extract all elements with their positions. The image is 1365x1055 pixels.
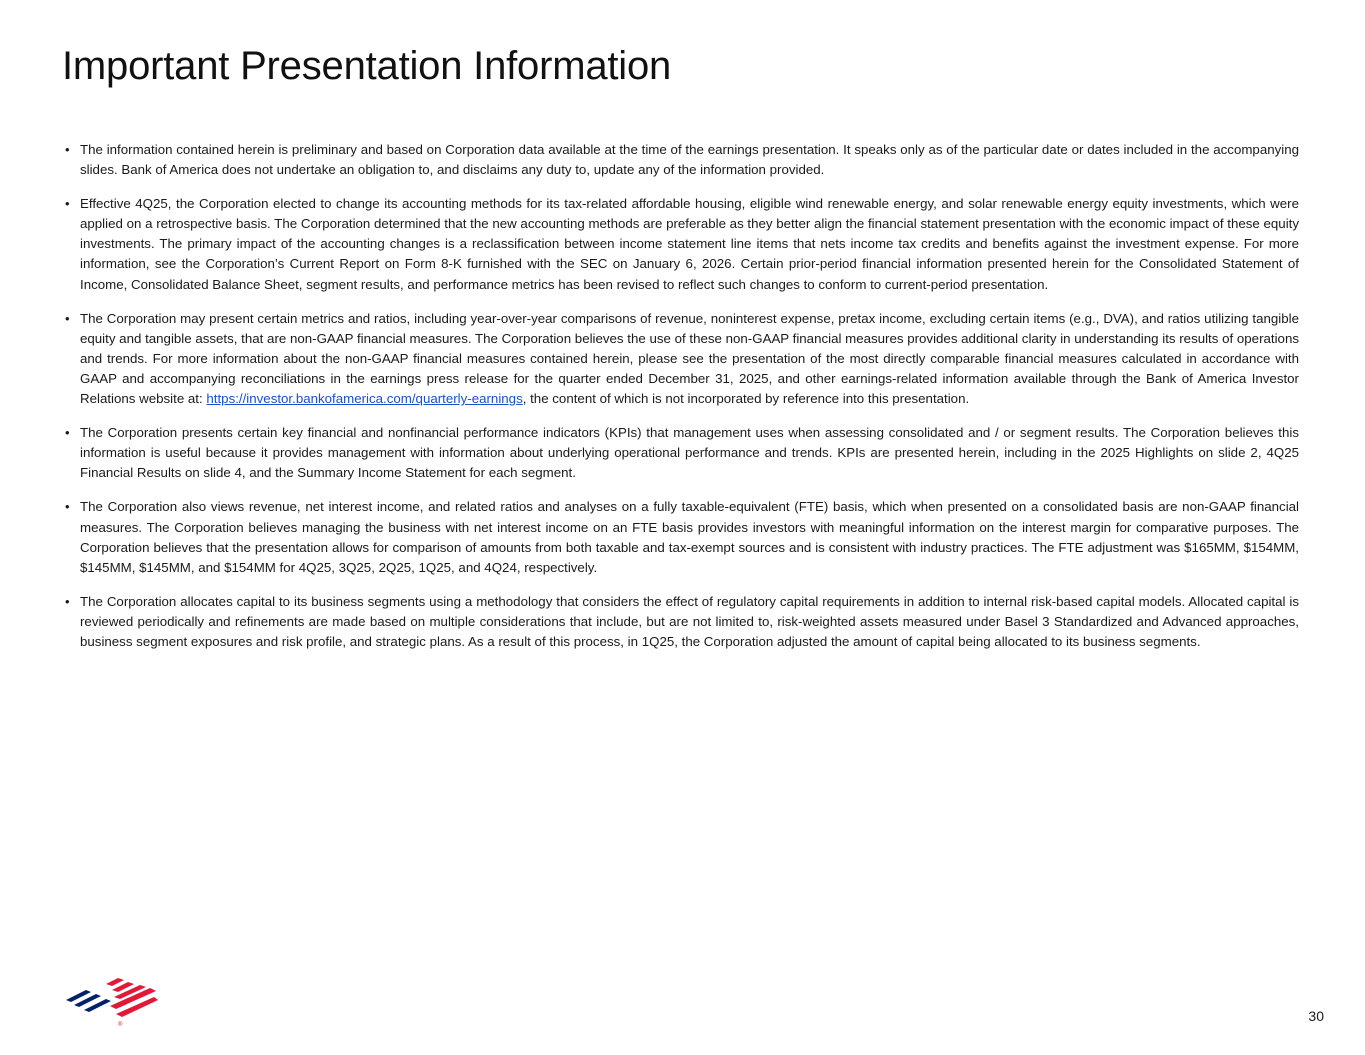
bullet-text: The Corporation also views revenue, net interest income, and related ratios and analyses on a fully taxable-equivalent (FTE) basis, which when presented on a consolidated basis are non-GAAP financial measures. The Corporation believes managing the business with net interest income on an FTE basis provides investors with meaningful information on the interest margin for comparative purposes. The Corporation believes that the presentation allows for comparison of amounts from both taxable and tax-exempt sources and is consistent with industry practices. The FTE adjustment was $165MM, $154MM, $145MM, $145MM, and $154MM for 4Q25, 3Q25, 2Q25, 1Q25, and 4Q24, respectively. <box>80 499 1299 575</box>
bullet-item <box>62 140 1299 180</box>
bullet-text: The information contained herein is preliminary and based on Corporation data available at the time of the earnings presentation. It speaks only as of the particular date or dates included in the accompanying slides. Bank of America does not undertake an obligation to, and disclaims any duty to, update any of the information provided. <box>80 142 1299 178</box>
investor-relations-link[interactable]: https://investor.bankofamerica.com/quarterly-earnings <box>206 391 523 407</box>
red-stripe <box>116 997 158 1017</box>
page-number: 30 <box>1308 1008 1324 1024</box>
page-title: Important Presentation Information <box>62 44 672 88</box>
bullet-item <box>62 423 1299 483</box>
bullet-dot-icon: • <box>65 196 70 212</box>
bullet-item <box>62 592 1299 652</box>
bullet-dot-icon: • <box>65 142 70 157</box>
bullet-dot-icon: • <box>65 593 70 609</box>
bullet-text: The Corporation presents certain key financial and nonfinancial performance indicators (KPIs) that management uses when assessing consolidated and / or segment results. The Corporation believes this information is useful because it provides management with information about underlying operational performance and trends. KPIs are presented herein, including in the 2025 Highlights on slide 2, 4Q25 Financial Results on slide 4, and the Summary Income Statement for each segment. <box>80 425 1299 481</box>
bullet-text <box>80 311 1299 406</box>
bullet-text: Effective 4Q25, the Corporation elected to change its accounting methods for its tax-related affordable housing, eligible wind renewable energy, and solar renewable energy equity investments, which were applied on a retrospective basis. The Corporation determined that the new accounting methods are preferable as they better align the financial statement presentation with the economic impact of these equity investments. The primary impact of the accounting changes is a reclassification between income statement line items that nets income tax credits and benefits against the investment expense. For more information, see the Corporation’s Current Report on Form 8-K furnished with the SEC on January 6, 2026. Certain prior-period financial information presented herein for the Consolidated Statement of Income, Consolidated Balance Sheet, segment results, and performance metrics has been revised to reflect such changes to conform to current-period presentation. <box>80 196 1299 292</box>
flag-logo-icon <box>62 974 162 1030</box>
flag-logo-svg <box>62 974 162 1030</box>
flag-navy-stripes <box>66 990 111 1012</box>
bullet-dot-icon: • <box>65 499 70 515</box>
bullet-text-before-link: The Corporation may present certain metrics and ratios, including year-over-year comparisons of revenue, noninterest expense, pretax income, excluding certain items (e.g., DVA), and ratios utilizing tangible equity and tangible assets, that are non-GAAP financial measures. The Corporation believes the use of these non-GAAP financial measures provides additional clarity in understanding its results of operations and trends. For more information about the non-GAAP financial measures contained herein, please see the presentation of the most directly comparable financial measures calculated in accordance with GAAP and accompanying reconciliations in the earnings press release for the quarter ended December 31, 2025, and other earnings-related information available through the Bank of America Investor Relations website at: <box>80 310 1299 407</box>
bullet-text-after-link: , the content of which is not incorporated by reference into this presentation. <box>522 391 970 407</box>
bullet-item <box>62 309 1299 409</box>
bullet-item <box>62 194 1299 294</box>
bullet-dot-icon: • <box>65 425 70 441</box>
red-stripe <box>106 978 124 986</box>
bullet-list <box>62 140 1299 666</box>
bullet-text: The Corporation allocates capital to its business segments using a methodology that considers the effect of regulatory capital requirements in addition to internal risk-based capital models. Allocated capital is reviewed periodically and refinements are made based on multiple considerations that include, but are not limited to, risk-weighted assets measured under Basel 3 Standardized and Advanced approaches, business segment exposures and risk profile, and strategic plans. As a result of this process, in 1Q25, the Corporation adjusted the amount of capital being allocated to its business segments. <box>80 593 1299 649</box>
trademark-mark: ® <box>118 1022 123 1028</box>
bullet-dot-icon: • <box>65 310 70 326</box>
bullet-item <box>62 497 1299 577</box>
flag-red-stripes <box>106 978 158 1017</box>
